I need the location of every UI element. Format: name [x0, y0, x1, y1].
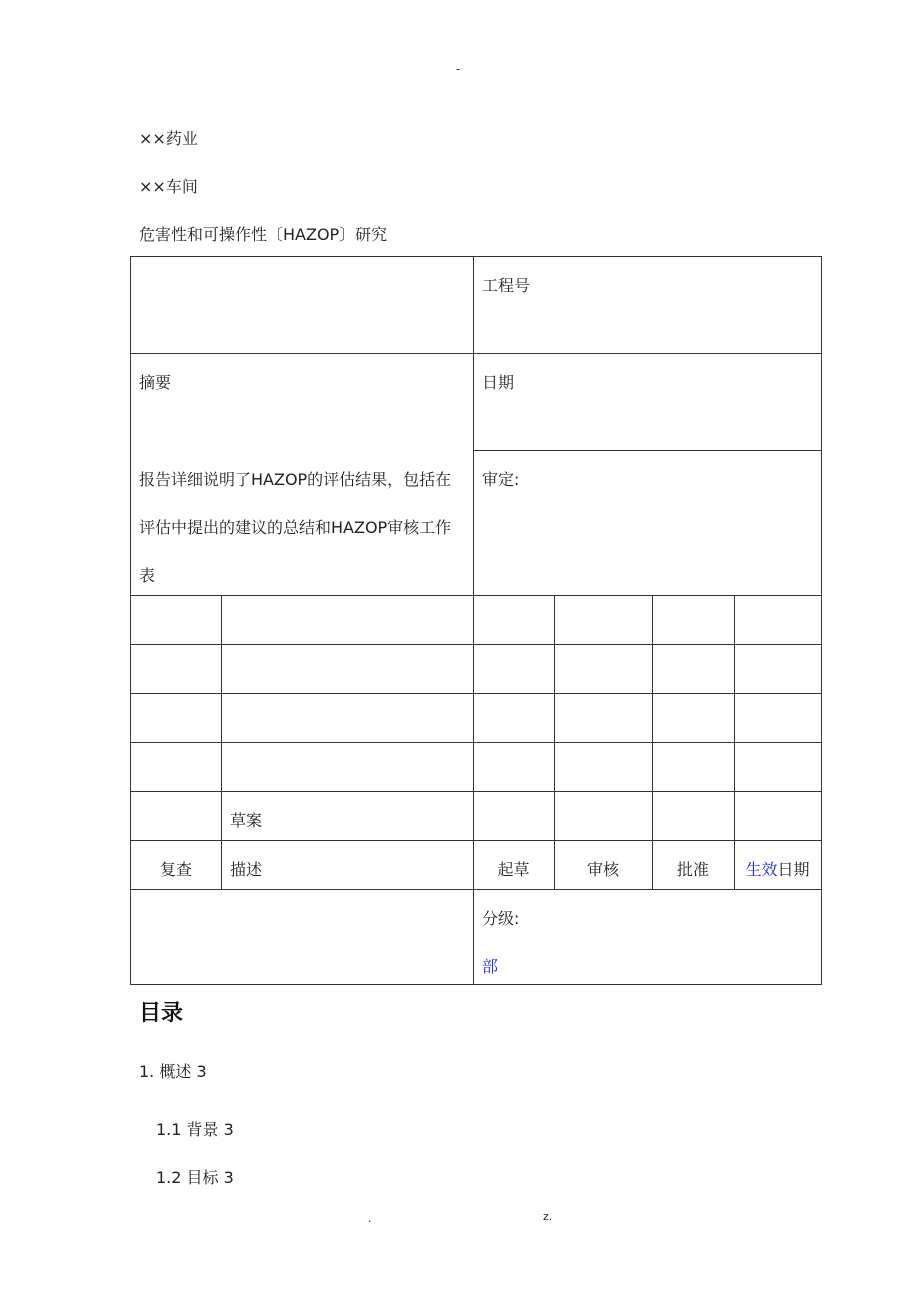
summary-text-line: 表 [139, 566, 156, 585]
drafted-header: 起草 [497, 860, 530, 879]
workshop-name: ××车间 [139, 177, 198, 196]
date-label: 日期 [482, 373, 515, 392]
rule [131, 644, 821, 645]
toc-item[interactable]: 1.2 目标 3 [156, 1168, 234, 1187]
review-header: 复查 [159, 860, 192, 879]
rule [221, 595, 222, 889]
rule [131, 791, 821, 792]
checked-header: 审核 [586, 860, 619, 879]
effective-word: 生效 [745, 860, 778, 879]
footer-right: z. [543, 1210, 553, 1223]
rule [652, 595, 653, 889]
toc-item[interactable]: 1. 概述 3 [139, 1062, 207, 1081]
hazop-cover-form [130, 256, 822, 985]
department-label: 部 [482, 957, 499, 976]
rule [131, 742, 821, 743]
summary-label: 摘要 [139, 373, 172, 392]
classification-label: 分级: [482, 909, 520, 928]
rule [131, 889, 821, 890]
approved-header: 批准 [676, 860, 709, 879]
draft-label: 草案 [230, 811, 263, 830]
description-header: 描述 [230, 860, 263, 879]
footer-left: . [368, 1212, 372, 1225]
toc-title: 目录 [139, 1001, 184, 1026]
rule [734, 595, 735, 889]
rule [131, 595, 821, 596]
rule [131, 693, 821, 694]
rule [554, 595, 555, 889]
summary-text-line: 评估中提出的建议的总结和HAZOP审核工作 [139, 518, 452, 537]
project-number-label: 工程号 [482, 276, 531, 295]
company-name: ××药业 [139, 129, 198, 148]
header-mark: - [456, 62, 461, 76]
rule [473, 450, 821, 451]
date-word: 日期 [777, 860, 810, 879]
effective-date-header [734, 857, 821, 880]
summary-text-line: 报告详细说明了HAZOP的评估结果，包括在 [139, 470, 452, 489]
document-title: 危害性和可操作性〔HAZOP〕研究 [139, 225, 388, 244]
toc-item[interactable]: 1.1 背景 3 [156, 1120, 234, 1139]
rule [131, 353, 821, 354]
rule [131, 840, 821, 841]
approval-label: 审定: [482, 470, 520, 489]
